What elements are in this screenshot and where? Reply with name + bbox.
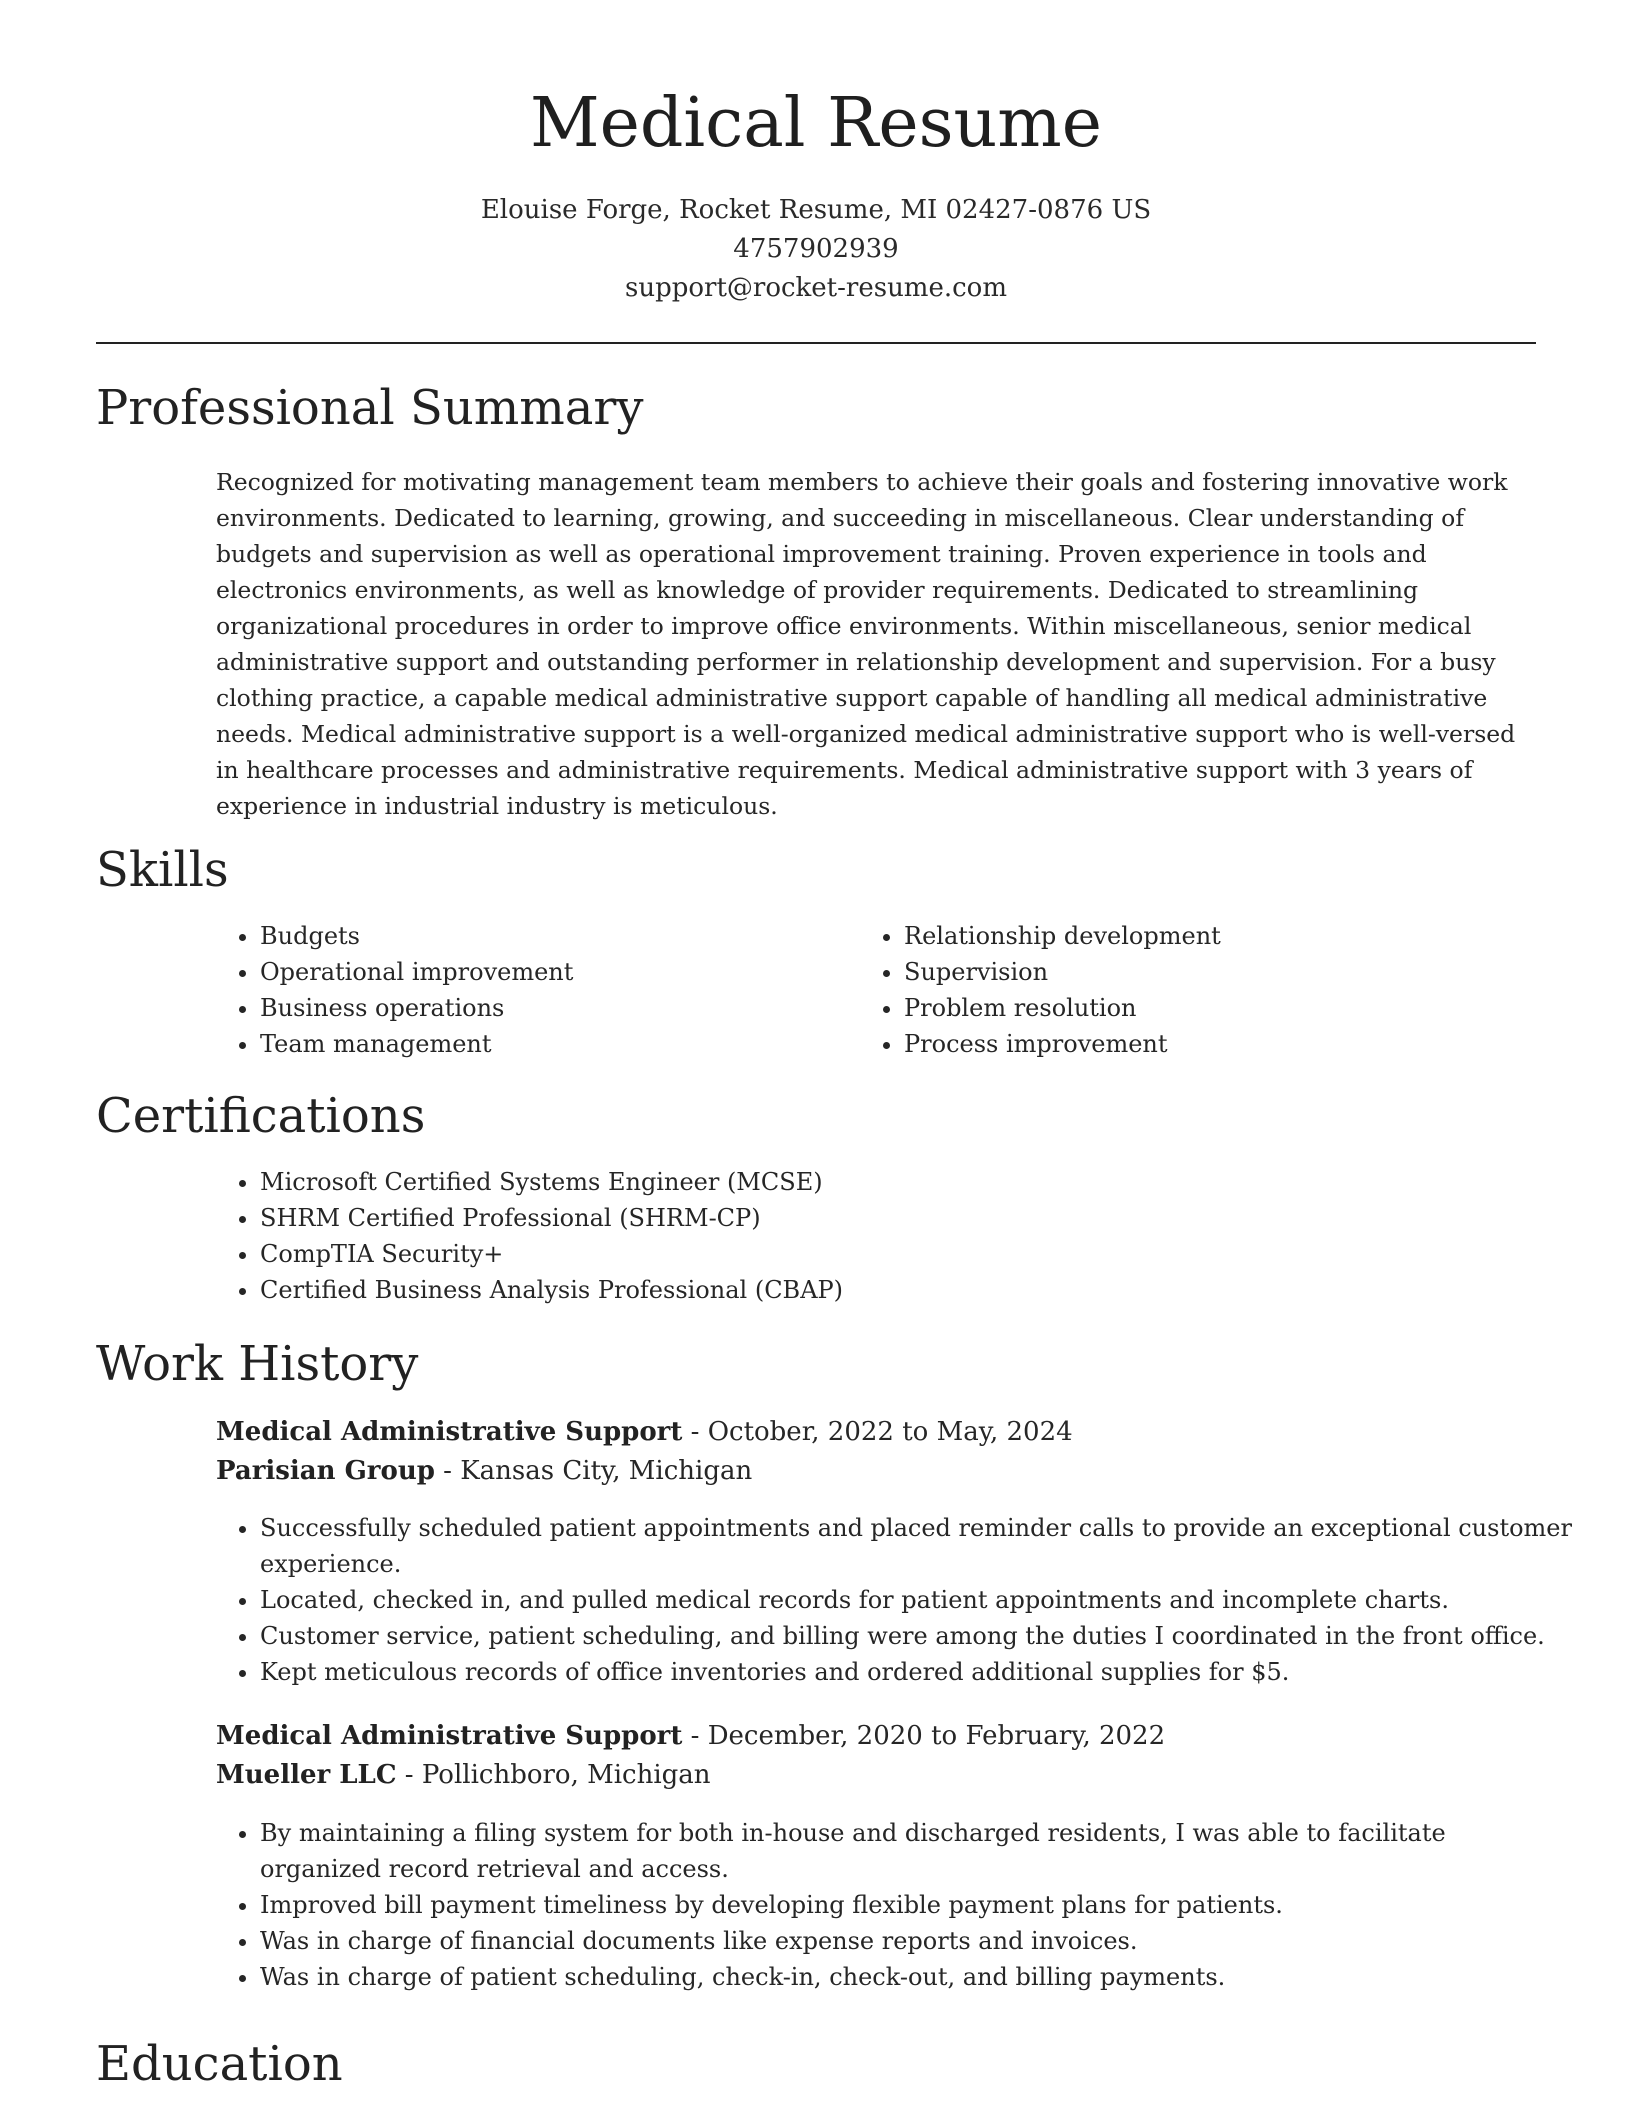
job-title-line bbox=[216, 1412, 1073, 1452]
header-divider bbox=[96, 342, 1536, 344]
job-location: - Kansas City, Michigan bbox=[434, 1456, 753, 1486]
contact-email: support@rocket-resume.com bbox=[624, 273, 1007, 303]
job-bullet: • Kept meticulous records of office inventories and ordered additional supplies for $5. bbox=[260, 1654, 1580, 1690]
job-bullet: • Improved bill payment timeliness by developing flexible payment plans for patients. bbox=[260, 1887, 1540, 1923]
job-location: - Pollichboro, Michigan bbox=[396, 1760, 711, 1790]
job-bullet: • Located, checked in, and pulled medical records for patient appointments and incomplete charts. bbox=[260, 1582, 1580, 1618]
skills-heading: Skills bbox=[96, 842, 229, 898]
certification-item: • Certified Business Analysis Professional (CBAP) bbox=[260, 1272, 1560, 1308]
resume-title: Medical Resume bbox=[530, 84, 1102, 163]
job-bullet: • Customer service, patient scheduling, and billing were among the duties I coordinated in the front office. bbox=[260, 1618, 1580, 1654]
job-bullet: • Was in charge of financial documents like expense reports and invoices. bbox=[260, 1923, 1540, 1959]
work-history-heading: Work History bbox=[96, 1336, 419, 1392]
summary-text: Recognized for motivating management team members to achieve their goals and fostering innovative work environments. Dedicated to learning, growing, and succeeding in miscellaneous. Clear understanding of budgets and supervision as well as operational improvement training. Proven experience in tools and electronics environments, as well as knowledge of provider requirements. Dedicated to streamlining organizational procedures in order to improve office environments. Within miscellaneous, senior medical administrative support and outstanding performer in relationship development and supervision. For a busy clothing practice, a capable medical administrative support capable of handling all medical administrative needs. Medical administrative support is a well-organized medical administrative support who is well-versed in healthcare processes and administrative requirements. Medical administrative support with 3 years of experience in industrial industry is meticulous. bbox=[216, 468, 1516, 820]
contact-phone: 4757902939 bbox=[733, 234, 899, 264]
certification-item: • SHRM Certified Professional (SHRM-CP) bbox=[260, 1200, 1560, 1236]
skill-item: • Budgets bbox=[260, 918, 860, 954]
certification-item: • Microsoft Certified Systems Engineer (MCSE) bbox=[260, 1164, 1560, 1200]
job-bullets bbox=[216, 1510, 1580, 1690]
job-title: Medical Administrative Support bbox=[216, 1721, 683, 1751]
summary-heading: Professional Summary bbox=[96, 380, 644, 436]
skill-item: • Operational improvement bbox=[260, 954, 860, 990]
job-title-line bbox=[216, 1716, 1165, 1756]
contact-address: Elouise Forge, Rocket Resume, MI 02427-0876 US bbox=[480, 195, 1152, 225]
skills-list-left bbox=[216, 918, 860, 1062]
skills-list-right bbox=[860, 918, 1564, 1062]
job-bullet: • Successfully scheduled patient appointments and placed reminder calls to provide an exceptional customer experience. bbox=[260, 1510, 1580, 1582]
job-dates: - October, 2022 to May, 2024 bbox=[682, 1417, 1073, 1447]
job-company: Mueller LLC bbox=[216, 1760, 397, 1790]
education-heading: Education bbox=[96, 2036, 343, 2092]
skill-item: • Process improvement bbox=[904, 1026, 1564, 1062]
skill-item: • Supervision bbox=[904, 954, 1564, 990]
job-bullet: • By maintaining a filing system for both in-house and discharged residents, I was able to facilitate organized record retrieval and access. bbox=[260, 1815, 1540, 1887]
job-company-line bbox=[216, 1755, 711, 1795]
certifications-list bbox=[216, 1164, 1560, 1308]
job-bullets bbox=[216, 1815, 1540, 1995]
skill-item: • Relationship development bbox=[904, 918, 1564, 954]
job-bullet: • Was in charge of patient scheduling, check-in, check-out, and billing payments. bbox=[260, 1959, 1540, 1995]
job-dates: - December, 2020 to February, 2022 bbox=[682, 1721, 1166, 1751]
certifications-heading: Certifications bbox=[96, 1088, 426, 1144]
skill-item: • Business operations bbox=[260, 990, 860, 1026]
skill-item: • Team management bbox=[260, 1026, 860, 1062]
skill-item: • Problem resolution bbox=[904, 990, 1564, 1026]
job-company-line bbox=[216, 1451, 752, 1491]
certification-item: • CompTIA Security+ bbox=[260, 1236, 1560, 1272]
job-company: Parisian Group bbox=[216, 1456, 435, 1486]
job-title: Medical Administrative Support bbox=[216, 1417, 683, 1447]
